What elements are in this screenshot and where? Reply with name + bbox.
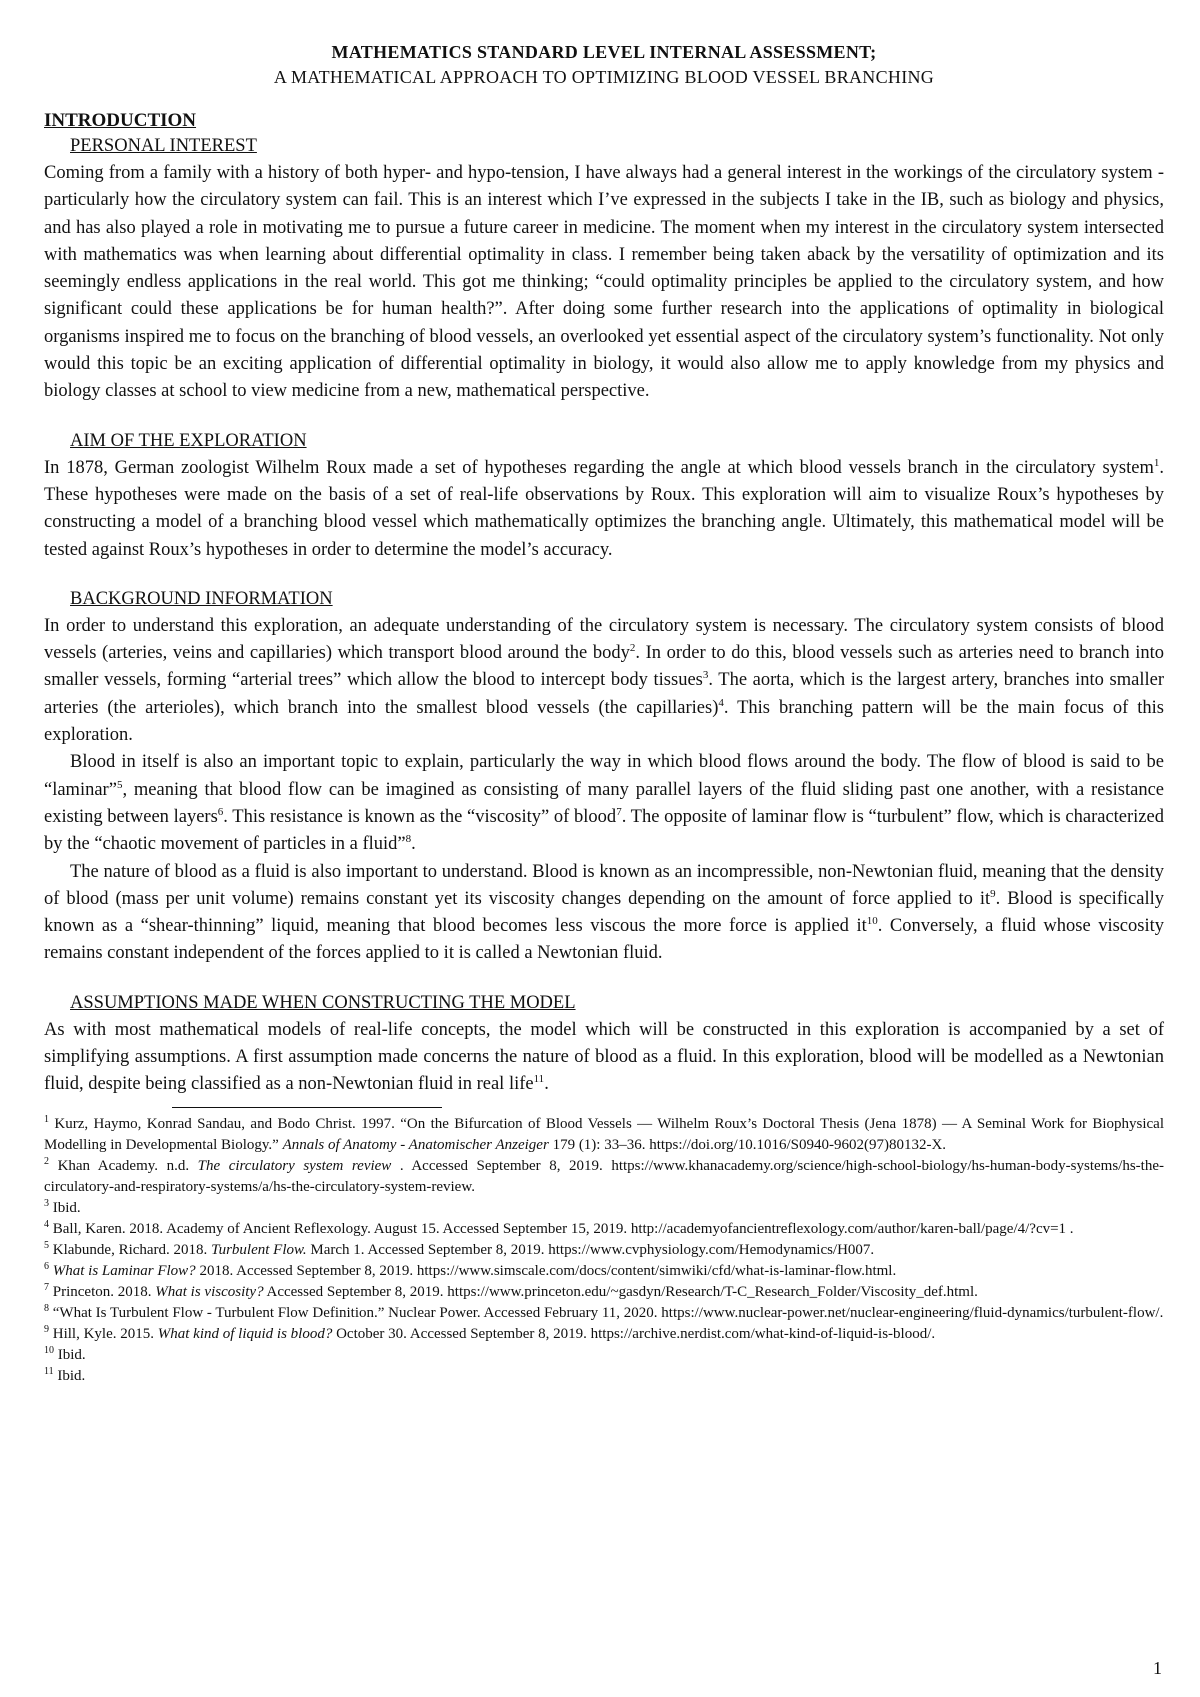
paragraph-assumptions: As with most mathematical models of real-life concepts, the model which will be constructed in this exploration is accompanied by a set of simplifying assumptions. A first assumption made concerns the nature of blood as a fluid. In this exploration, blood will be modelled as a Newtonian fluid, despite being classified as a non-Newtonian fluid in real life$^{11}$. <box>44 1019 1164 1095</box>
footnote-6: $^6$ What is Laminar Flow? 2018. Accessed September 8, 2019. https://www.simscale.com/docs/content/simwiki/cfd/what-is-laminar-flow.html. <box>44 1260 897 1279</box>
footnote-4: $^4$ Ball, Karen. 2018. Academy of Ancient Reflexology. August 15. Accessed September 15, 2019. http://academyofancientreflexology.com/author/karen-ball/page/4/?cv=1 . <box>44 1218 1074 1237</box>
footnote-2: $^2$ Khan Academy. n.d. The circulatory system review . Accessed September 8, 2019. https://www.khanacademy.org/science/high-school-biology/hs-human-body-systems/hs-the-circulatory-and-respiratory-systems/a/hs-the-circulatory-system-review. <box>44 1155 1164 1195</box>
document-subtitle: A MATHEMATICAL APPROACH TO OPTIMIZING BLOOD VESSEL BRANCHING <box>273 67 935 87</box>
paragraph-aim: In 1878, German zoologist Wilhelm Roux made a set of hypotheses regarding the angle at which blood vessels branch in the circulatory system$^1$. These hypotheses were made on the basis of a set of real-life observations by Roux. This exploration will aim to visualize Roux’s hypotheses by constructing a model of a branching blood vessel which mathematically optimizes the branching angle. Ultimately, this mathematical model will be tested against Roux’s hypotheses in order to determine the model’s accuracy. <box>44 456 1164 560</box>
footnote-ref[interactable]: 1 <box>1153 456 1160 469</box>
footnote-ref[interactable]: 11 <box>533 1073 545 1086</box>
footnote-ref[interactable]: 7 <box>616 805 622 818</box>
subheading-aim: AIM OF THE EXPLORATION <box>70 430 307 451</box>
footnote-divider <box>172 1107 442 1108</box>
paragraph-background-1: In order to understand this exploration, an adequate understanding of the circulatory system is necessary. The circulatory system consists of blood vessels (arteries, veins and capillaries) which transport blood around the body$^2$. In order to do this, blood vessels such as arteries need to branch into smaller vessels, forming “arterial trees” which allow the blood to intercept body tissues$^3$. The aorta, which is the largest artery, branches into smaller arteries (the arterioles), which branch into the smallest blood vessels (the capillaries)$^4$. This branching pattern will be the main focus of this exploration. <box>44 615 1165 746</box>
paragraph-personal-interest: Coming from a family with a history of both hyper- and hypo-tension, I have always had a general interest in the workings of the circulatory system - particularly how the circulatory system can fail. This is an interest which I’ve expressed in the subjects I take in the IB, such as biology and physics, and has also played a role in motivating me to pursue a future career in medicine. The moment when my interest in the circulatory system intersected with mathematics was when learning about differential optimality in class. I remember being taken aback by the versatility of optimization and its seemingly endless applications in the real world. This got me thinking; “could optimality principles be applied to the circulatory system, and how significant could these applications be for human health?”. After doing some further research into the applications of optimality in biological organisms inspired me to focus on the branching of blood vessels, an overlooked yet essential aspect of the circulatory system’s functionality. Not only would this topic be an exciting application of differential optimality in biology, it would also allow me to apply knowledge from my physics and biology classes at school to view medicine from a new, mathematical perspective. <box>44 163 1164 402</box>
footnote-ref[interactable]: 8 <box>405 833 412 846</box>
paragraph-background-2: Blood in itself is also an important topic to explain, particularly the way in which blood flows around the body. The flow of blood is said to be “laminar”$^5$, meaning that blood flow can be imagined as consisting of many parallel layers of the fluid sliding past one another, with a resistance existing between layers$^6$. This resistance is known as the “viscosity” of blood$^7$. The opposite of laminar flow is “turbulent” flow, which is characterized by the “chaotic movement of particles in a fluid”$^8$. <box>44 752 1164 855</box>
footnote-ref[interactable]: 9 <box>990 887 996 900</box>
footnote-8: $^8$ “What Is Turbulent Flow - Turbulent Flow Definition.” Nuclear Power. Accessed February 11, 2020. https://www.nuclear-power.net/nuclear-engineering/fluid-dynamics/turbulent-flow/. <box>44 1302 1164 1321</box>
footnote-7: $^7$ Princeton. 2018. What is viscosity? Accessed September 8, 2019. https://www.princeton.edu/~gasdyn/Research/T-C_Research_Folder/Viscosity_def.html. <box>44 1281 978 1300</box>
footnote-ref[interactable]: 10 <box>866 914 878 927</box>
footnote-10: $^{10}$ Ibid. <box>44 1344 86 1363</box>
footnote-11: $^{11}$ Ibid. <box>44 1365 86 1384</box>
footnote-3: $^3$ Ibid. <box>44 1197 81 1216</box>
footnote-ref[interactable]: 3 <box>702 669 709 682</box>
footnote-ref[interactable]: 2 <box>629 642 636 654</box>
footnote-1: $^1$ Kurz, Haymo, Konrad Sandau, and Bodo Christ. 1997. “On the Bifurcation of Blood Vessels — Wilhelm Roux’s Doctoral Thesis (Jena 1878) — A Seminal Work for Biophysical Modelling in Developmental Biology.” Annals of Anatomy - Anatomischer Anzeiger 179 (1): 33–36. https://doi.org/10.1016/S0940-9602(97)80132-X. <box>44 1113 1164 1153</box>
subheading-background: BACKGROUND INFORMATION <box>70 588 333 609</box>
section-heading-introduction: INTRODUCTION <box>44 110 197 131</box>
document-page <box>44 40 1164 1387</box>
footnote-ref[interactable]: 6 <box>217 805 224 818</box>
footnote-ref[interactable]: 4 <box>718 696 724 709</box>
footnote-ref[interactable]: 5 <box>116 778 123 791</box>
footnotes <box>44 1114 1164 1387</box>
subheading-personal-interest: PERSONAL INTEREST <box>70 136 257 156</box>
footnote-5: $^5$ Klabunde, Richard. 2018. Turbulent Flow. March 1. Accessed September 8, 2019. https://www.cvphysiology.com/Hemodynamics/H007. <box>44 1239 875 1258</box>
page-number: 1 <box>1153 1658 1162 1678</box>
subheading-assumptions: ASSUMPTIONS MADE WHEN CONSTRUCTING THE MODEL <box>70 992 576 1013</box>
paragraph-background-3: The nature of blood as a fluid is also important to understand. Blood is known as an incompressible, non-Newtonian fluid, meaning that the density of blood (mass per unit volume) remains constant yet its viscosity changes depending on the amount of force applied to $it^9$. Blood is specifically known as a “shear-thinning” liquid, meaning that blood becomes less viscous the more force is applied $it^{10}$. Conversely, a fluid whose viscosity remains constant independent of the forces applied to it is called a Newtonian fluid. <box>44 861 1164 964</box>
document-title: MATHEMATICS STANDARD LEVEL INTERNAL ASSESSMENT; <box>331 42 877 62</box>
footnote-9: $^9$ Hill, Kyle. 2015. What kind of liquid is blood? October 30. Accessed September 8, 2019. https://archive.nerdist.com/what-kind-of-liquid-is-blood/. <box>44 1323 936 1342</box>
